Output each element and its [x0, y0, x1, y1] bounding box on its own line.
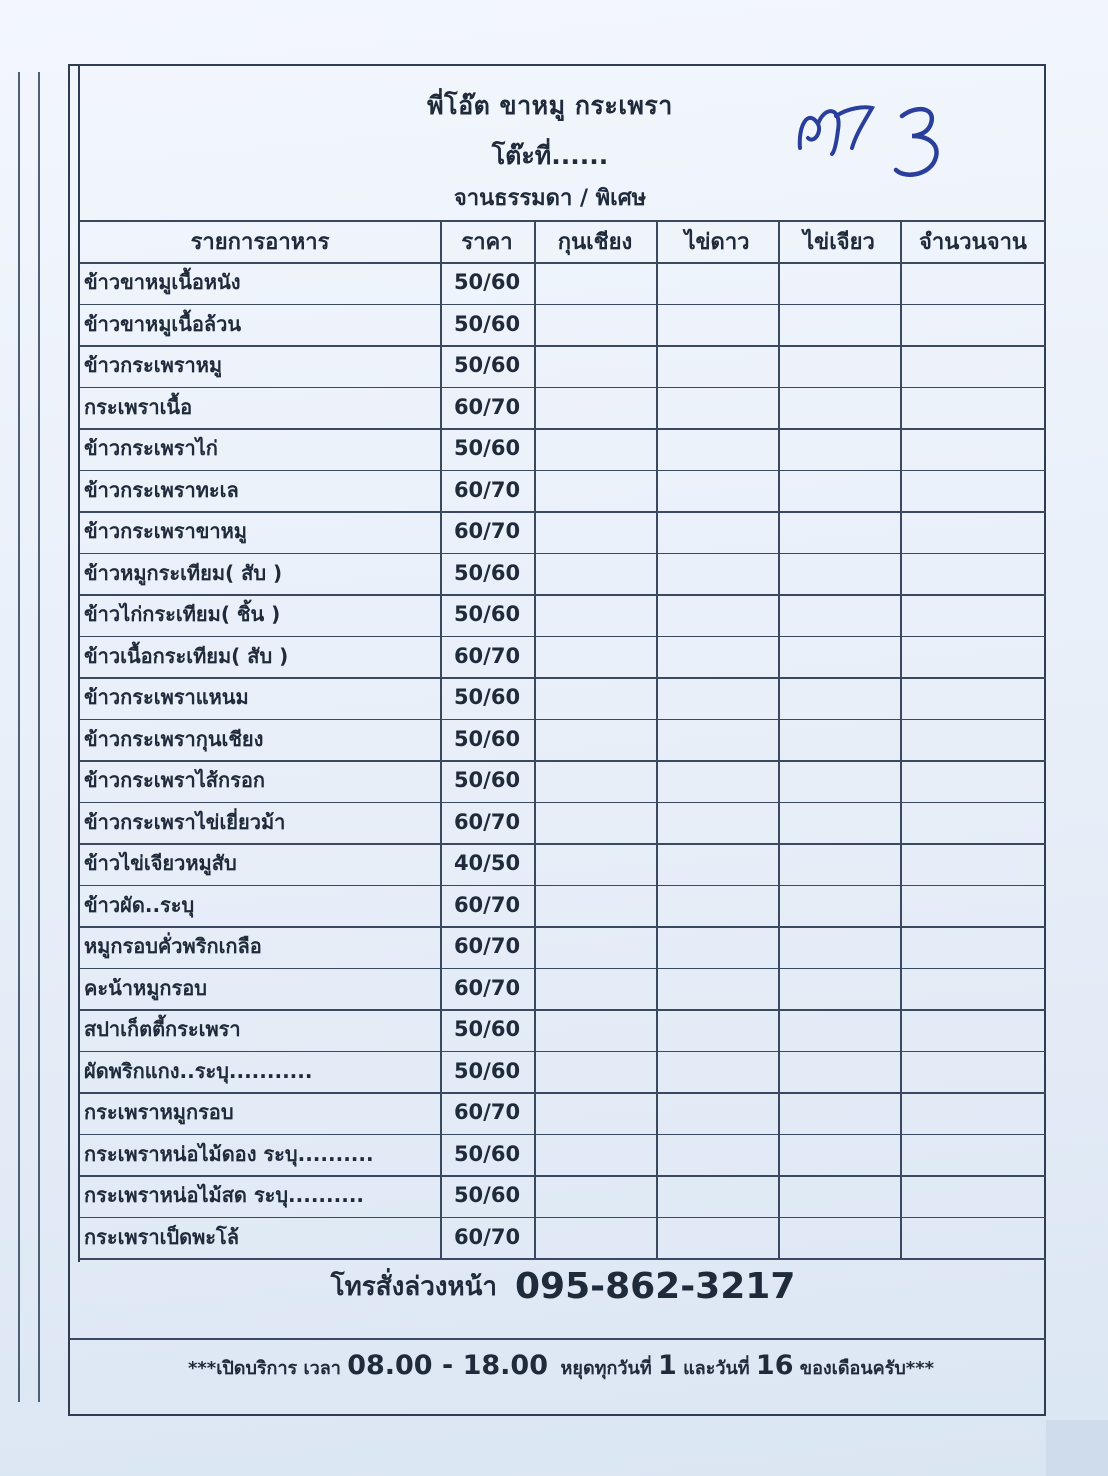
menu-item-name: ผัดพริกแกง..ระบุ........... [84, 1058, 313, 1083]
menu-item-name: กระเพราหมูกรอบ [84, 1100, 234, 1124]
hours-prefix: ***เปิดบริการ เวลา [187, 1358, 341, 1379]
menu-item-price: 60/70 [453, 809, 521, 834]
menu-item-price: 60/70 [453, 519, 521, 543]
row-divider [80, 1258, 1046, 1260]
menu-item-name: ข้าวกระเพราไข่เยี่ยวม้า [84, 809, 286, 834]
menu-item-name: ข้าวกระเพรากุนเชียง [84, 726, 264, 751]
plate-type-label: จานธรรมดา / พิเศษ [453, 186, 647, 211]
menu-item-price: 50/60 [453, 353, 521, 377]
closed-day-2: 16 [755, 1350, 794, 1381]
column-divider [656, 220, 658, 1258]
menu-item-price: 60/70 [453, 1224, 521, 1249]
menu-item-price: 50/60 [453, 602, 521, 626]
column-divider [778, 220, 780, 1258]
menu-item-name: ข้าวขาหมูเนื้อหนัง [84, 270, 241, 294]
menu-item-price: 40/50 [453, 851, 521, 875]
menu-item-price: 50/60 [453, 1058, 521, 1083]
header-omelette: ไข่เจียว [803, 230, 875, 255]
menu-item-name: ข้าวกระเพราไก่ [84, 436, 218, 460]
menu-item-name: ข้าวกระเพราหมู [84, 353, 223, 377]
menu-item-name: สปาเก็ตตี้กระเพรา [84, 1017, 241, 1041]
menu-item-name: ข้าวกระเพราขาหมู [84, 519, 247, 543]
closed-prefix: หยุดทุกวันที่ [560, 1358, 652, 1379]
menu-item-name: ข้าวขาหมูเนื้อล้วน [84, 311, 242, 336]
column-divider [534, 220, 536, 1258]
margin-line [18, 72, 20, 1402]
footer-divider [70, 1338, 1046, 1340]
header-dish: รายการอาหาร [190, 230, 330, 255]
column-divider [900, 220, 902, 1258]
menu-item-name: กระเพราเป็ดพะโล้ [84, 1224, 240, 1249]
menu-item-name: ข้าวไก่กระเทียม( ชิ้น ) [84, 602, 281, 626]
menu-item-name: ข้าวผัด..ระบุ [84, 892, 195, 917]
menu-item-name: ข้าวกระเพราไส้กรอก [84, 768, 265, 792]
header-plate-count: จำนวนจาน [919, 230, 1027, 255]
menu-item-price: 50/60 [453, 1183, 521, 1207]
shop-name: พี่โอ๊ต ขาหมู กระเพรา [427, 91, 673, 120]
hours-open: 08.00 - 18.00 [347, 1350, 548, 1381]
menu-item-price: 60/70 [453, 934, 521, 958]
menu-item-name: ข้าวเนื้อกระเทียม( สับ ) [84, 643, 289, 668]
menu-item-price: 50/60 [453, 685, 521, 709]
header-chinese-sausage: กุนเชียง [557, 230, 633, 255]
table-number-label: โต๊ะที่...... [491, 141, 609, 170]
handwritten-table-number [790, 86, 990, 186]
menu-item-price: 60/70 [453, 975, 521, 1000]
margin-line [38, 72, 40, 1402]
menu-item-name: ข้าวกระเพราแหนม [84, 685, 249, 709]
menu-item-name: หมูกรอบคั่วพริกเกลือ [84, 934, 262, 958]
phone-label: โทรสั่งล่วงหน้า [330, 1272, 497, 1302]
header-price: ราคา [461, 230, 513, 255]
menu-item-name: กระเพราหน่อไม้สด ระบุ.......... [84, 1183, 365, 1207]
menu-item-price: 50/60 [453, 768, 521, 792]
menu-item-price: 60/70 [453, 1100, 521, 1124]
header-fried-egg: ไข่ดาว [684, 230, 750, 255]
menu-item-price: 50/60 [453, 726, 521, 751]
menu-item-name: คะน้าหมูกรอบ [84, 975, 207, 1000]
menu-item-price: 60/70 [453, 477, 521, 502]
menu-item-price: 50/60 [453, 1017, 521, 1041]
phone-number: 095-862-3217 [515, 1266, 796, 1307]
closed-and: และวันที่ [683, 1358, 750, 1379]
menu-item-price: 60/70 [453, 394, 521, 419]
menu-item-name: ข้าวหมูกระเทียม( สับ ) [84, 560, 283, 585]
menu-item-price: 50/60 [453, 311, 521, 336]
closed-suffix: ของเดือนครับ*** [799, 1358, 935, 1379]
menu-item-name: ข้าวไข่เจียวหมูสับ [84, 851, 237, 875]
menu-item-name: กระเพราหน่อไม้ดอง ระบุ.......... [84, 1141, 374, 1166]
menu-item-price: 60/70 [453, 892, 521, 917]
menu-item-price: 50/60 [453, 1141, 521, 1166]
phone-order-line [80, 1266, 1046, 1326]
menu-item-price: 60/70 [453, 643, 521, 668]
menu-item-price: 50/60 [453, 560, 521, 585]
menu-item-price: 50/60 [453, 436, 521, 460]
menu-item-price: 50/60 [453, 270, 521, 294]
menu-item-name: ข้าวกระเพราทะเล [84, 477, 239, 502]
page-edge [1046, 1420, 1108, 1476]
opening-hours [76, 1350, 1046, 1394]
menu-item-name: กระเพราเนื้อ [84, 394, 193, 419]
closed-day-1: 1 [657, 1350, 677, 1381]
